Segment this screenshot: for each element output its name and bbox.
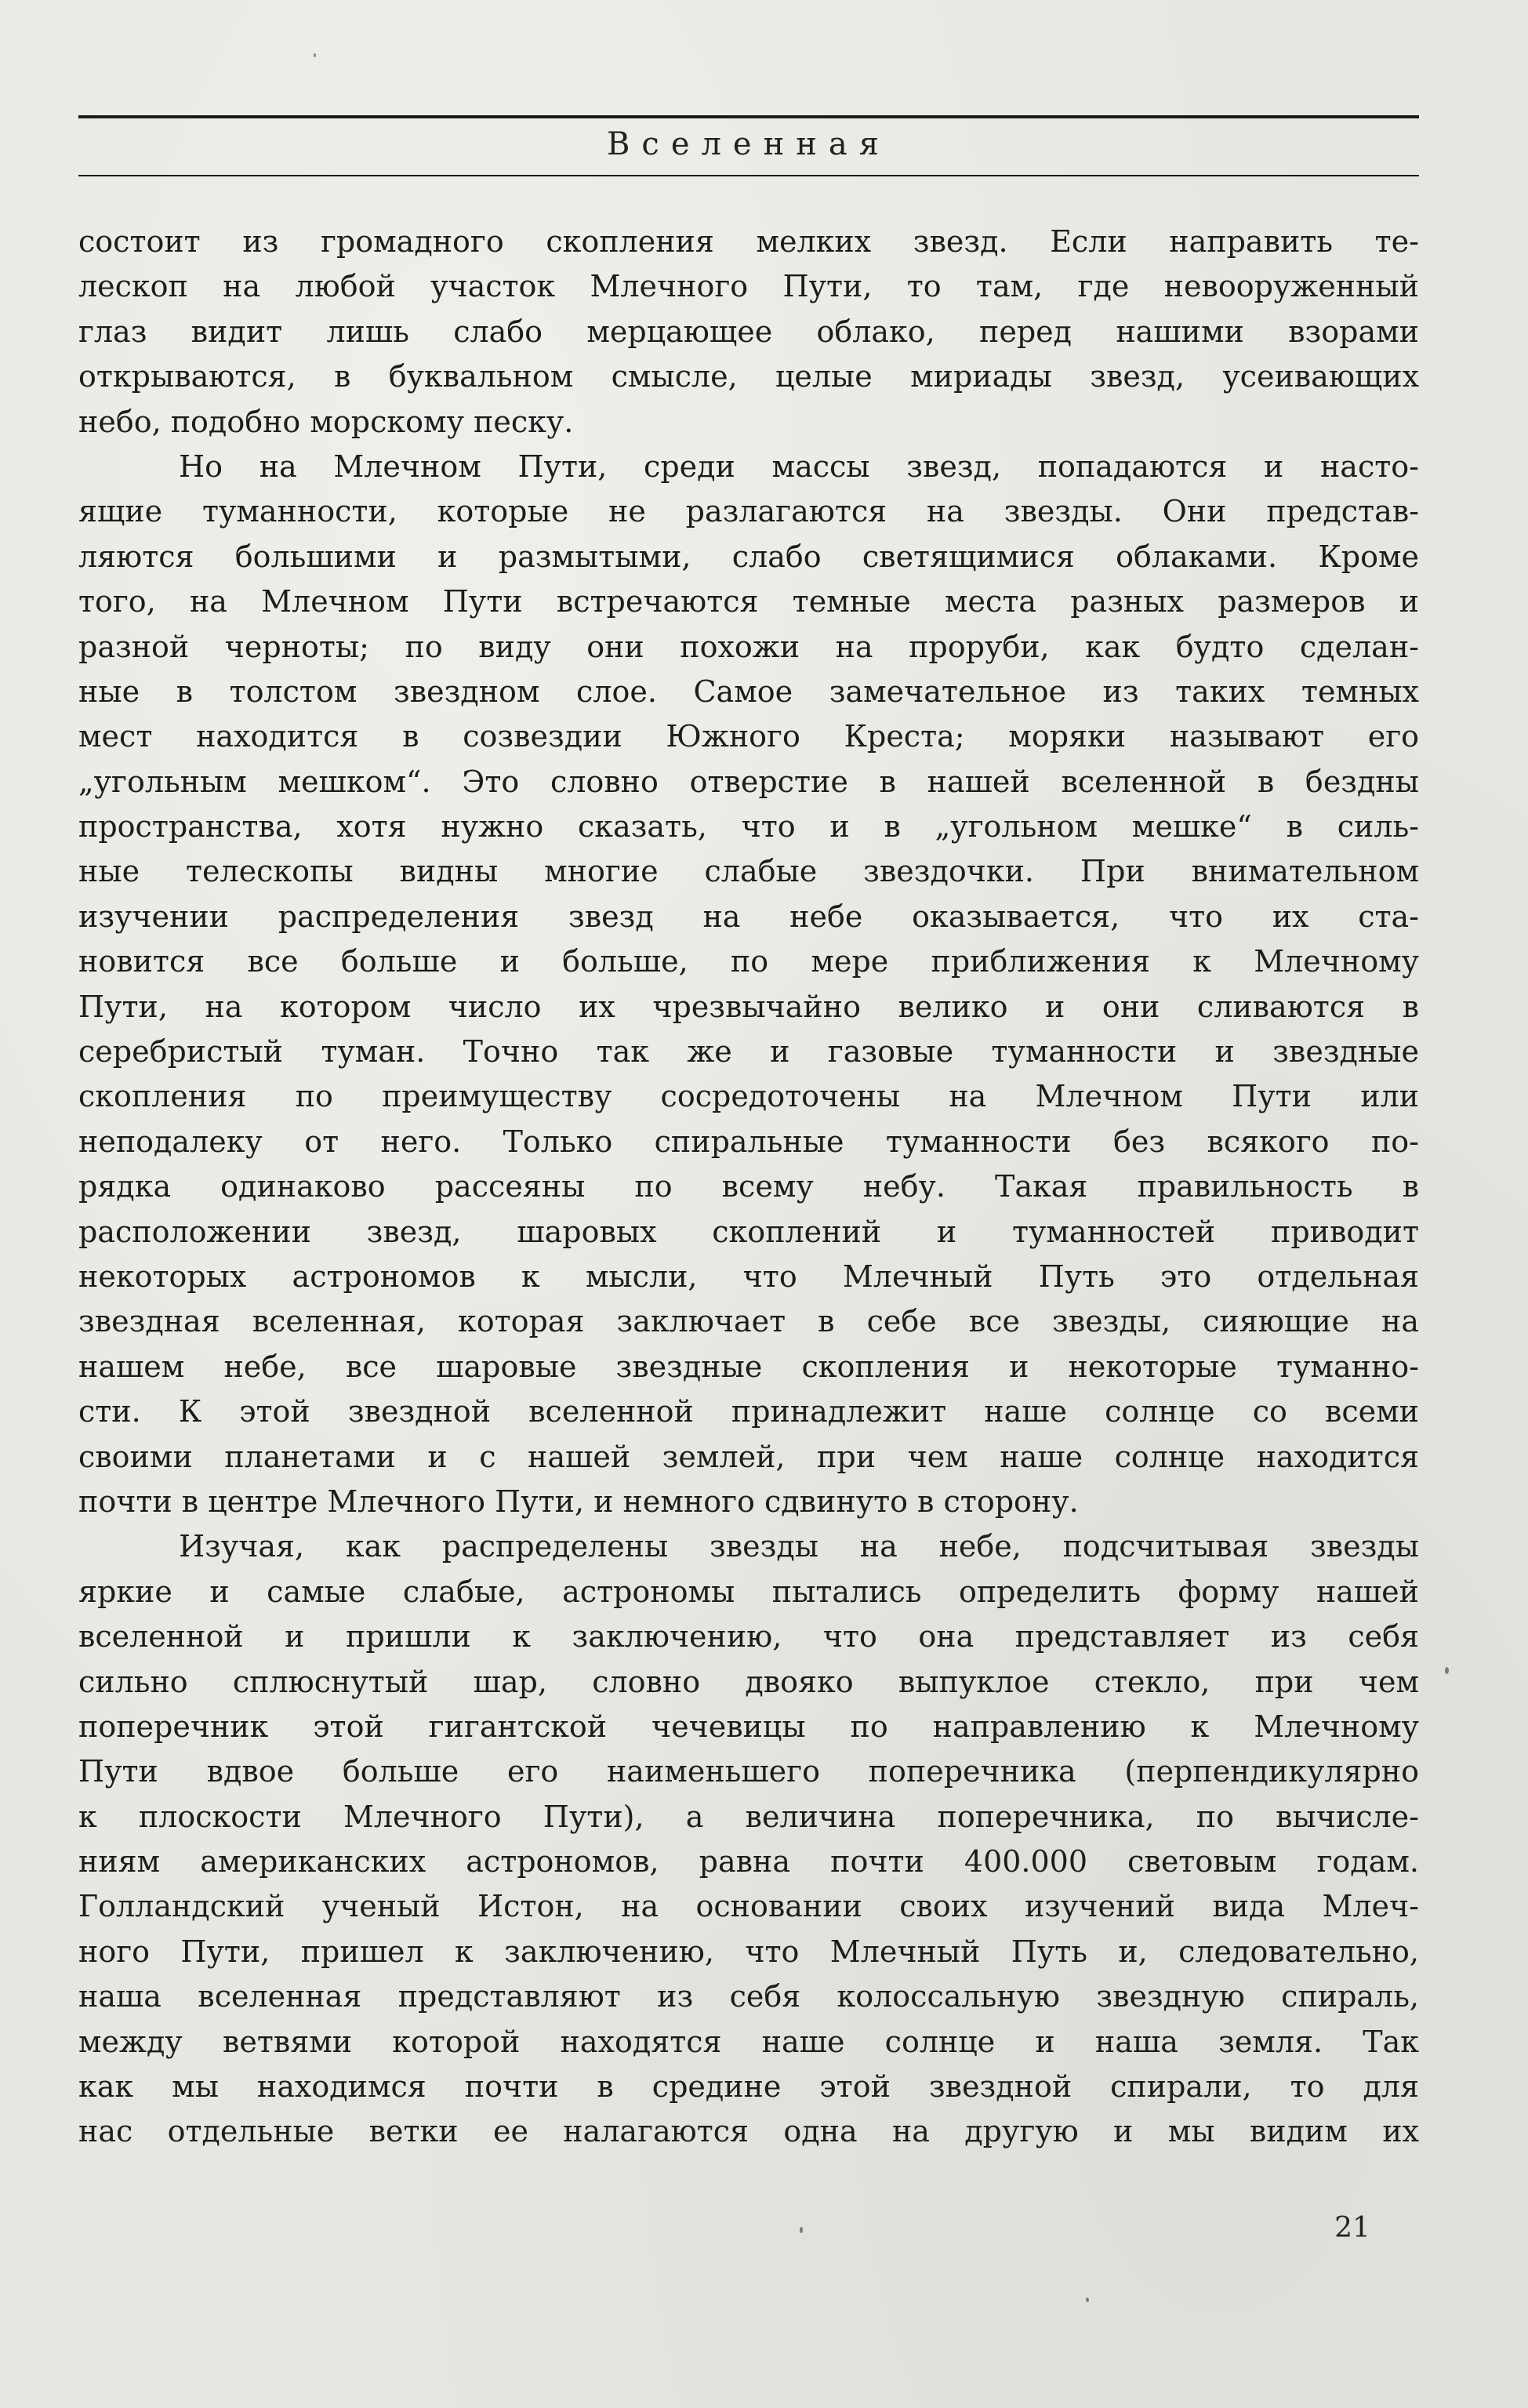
text-line: сильно сплюснутый шар, словно двояко выпуклое стекло, при чем	[78, 1664, 1419, 1699]
text-line: лескоп на любой участок Млечного Пути, то там, где невооруженный	[78, 269, 1419, 304]
text-line: поперечник этой гигантской чечевицы по направлению к Млечному	[78, 1709, 1419, 1744]
text-line: открываются, в буквальном смысле, целые мириады звезд, усеивающих	[78, 359, 1419, 394]
text-line: вселенной и пришли к заключению, что она представляет из себя	[78, 1619, 1419, 1654]
text-line: пространства, хотя нужно сказать, что и в „угольном мешке“ в силь-	[78, 809, 1419, 844]
text-line: изучении распределения звезд на небе оказывается, что их ста-	[78, 899, 1419, 934]
text-line: ного Пути, пришел к заключению, что Млечный Путь и, следовательно,	[78, 1934, 1419, 1969]
text-line: новится все больше и больше, по мере приближения к Млечному	[78, 944, 1419, 979]
text-line: некоторых астрономов к мысли, что Млечный Путь это отдельная	[78, 1258, 1419, 1294]
paragraph	[78, 445, 1419, 1524]
text-line: состоит из громадного скопления мелких звезд. Если направить те-	[78, 224, 1419, 259]
text-line: Голландский ученый Истон, на основании своих изучений вида Млеч-	[78, 1889, 1419, 1924]
print-speck	[1086, 2297, 1089, 2302]
text-line: ниям американских астрономов, равна почти 400.000 световым годам.	[78, 1844, 1419, 1880]
text-line: яркие и самые слабые, астрономы пытались определить форму нашей	[78, 1574, 1419, 1609]
text-line: ные в толстом звездном слое. Самое замечательное из таких темных	[78, 674, 1419, 709]
running-title: Вселенная	[607, 126, 891, 162]
print-speck	[800, 2227, 803, 2233]
text-line: серебристый туман. Точно так же и газовые туманности и звездные	[78, 1034, 1419, 1070]
text-line: разной черноты; по виду они похожи на проруби, как будто сделан-	[78, 629, 1419, 664]
text-line: своими планетами и с нашей землей, при чем наше солнце находится	[78, 1439, 1419, 1474]
text-line: ящие туманности, которые не разлагаются на звезды. Они представ-	[78, 494, 1419, 529]
text-line: Пути, на котором число их чрезвычайно велико и они сливаются в	[78, 989, 1419, 1024]
text-line: как мы находимся почти в средине этой звездной спирали, то для	[78, 2069, 1419, 2105]
page-number: 21	[1334, 2212, 1370, 2244]
paragraph	[78, 220, 1419, 445]
text-line: ляются большими и размытыми, слабо светящимися облаками. Кроме	[78, 539, 1419, 574]
header-bottom-rule	[78, 175, 1419, 176]
text-line: небо, подобно морскому песку.	[78, 404, 574, 439]
text-line: почти в центре Млечного Пути, и немного сдвинуто в сторону.	[78, 1484, 1079, 1519]
text-line: нас отдельные ветки ее налагаются одна на другую и мы видим их	[78, 2114, 1419, 2149]
print-speck	[314, 53, 316, 57]
text-line: расположении звезд, шаровых скоплений и туманностей приводит	[78, 1214, 1419, 1249]
text-line: между ветвями которой находятся наше солнце и наша земля. Так	[78, 2024, 1419, 2059]
text-line: „угольным мешком“. Это словно отверстие в нашей вселенной в бездны	[78, 764, 1419, 799]
text-line: рядка одинаково рассеяны по всему небу. Такая правильность в	[78, 1169, 1419, 1204]
text-line: скопления по преимуществу сосредоточены на Млечном Пути или	[78, 1079, 1419, 1114]
header-top-rule	[78, 115, 1419, 118]
paragraph	[78, 1524, 1419, 2154]
text-line: глаз видит лишь слабо мерцающее облако, перед нашими взорами	[78, 314, 1419, 349]
print-speck	[1445, 1667, 1449, 1674]
text-line: неподалеку от него. Только спиральные туманности без всякого по-	[78, 1124, 1419, 1159]
text-line: Изучая, как распределены звезды на небе, подсчитывая звезды	[179, 1529, 1419, 1564]
text-line: звездная вселенная, которая заключает в себе все звезды, сияющие на	[78, 1304, 1419, 1339]
text-line: сти. К этой звездной вселенной принадлежит наше солнце со всеми	[78, 1394, 1419, 1429]
text-line: наша вселенная представляют из себя колоссальную звездную спираль,	[78, 1979, 1419, 2014]
text-line: мест находится в созвездии Южного Креста; моряки называют его	[78, 719, 1419, 754]
text-line: нашем небе, все шаровые звездные скопления и некоторые туманно-	[78, 1349, 1419, 1384]
text-line: ные телескопы видны многие слабые звездочки. При внимательном	[78, 854, 1419, 889]
text-line: к плоскости Млечного Пути), а величина поперечника, по вычисле-	[78, 1799, 1419, 1834]
text-line: Пути вдвое больше его наименьшего поперечника (перпендикулярно	[78, 1754, 1419, 1789]
text-line: того, на Млечном Пути встречаются темные места разных размеров и	[78, 584, 1419, 619]
text-line: Но на Млечном Пути, среди массы звезд, попадаются и насто-	[179, 449, 1419, 484]
body-text	[78, 220, 1419, 2155]
